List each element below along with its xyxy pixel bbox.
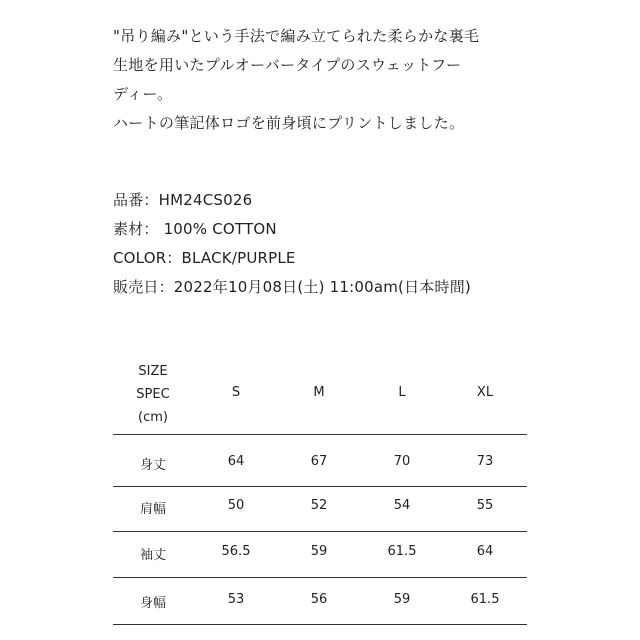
table-divider	[113, 624, 527, 625]
table-cell: 67	[310, 454, 328, 469]
row-label: 身幅	[139, 596, 166, 611]
table-cell: 61.5	[470, 592, 500, 607]
table-cell: 59	[310, 544, 328, 559]
spec-material: 素材： 100% COTTON	[113, 220, 277, 238]
table-row	[113, 544, 527, 564]
table-row	[113, 498, 527, 518]
product-specs	[113, 186, 471, 302]
table-row	[113, 454, 527, 474]
row-label: 袖丈	[139, 548, 166, 563]
description-line: ディー。	[113, 85, 173, 103]
table-cell: 55	[476, 498, 494, 513]
table-cell: 70	[393, 454, 411, 469]
size-header-l: L	[398, 385, 406, 400]
table-cell: 59	[393, 592, 411, 607]
table-cell: 53	[227, 592, 245, 607]
table-cell: 56	[310, 592, 328, 607]
table-cell: 56.5	[221, 544, 251, 559]
product-description	[113, 22, 633, 138]
size-header-xl: XL	[476, 385, 494, 400]
size-header-s: S	[231, 385, 241, 400]
spec-release-date: 販売日：2022年10月08日(土) 11:00am(日本時間)	[113, 278, 471, 296]
table-row	[113, 592, 527, 612]
size-header-m: M	[313, 385, 325, 400]
spec-color: COLOR：BLACK/PURPLE	[113, 249, 296, 267]
table-divider	[113, 531, 527, 532]
description-line: ハートの筆記体ロゴを前身頃にプリントしました。	[113, 114, 465, 132]
table-cell: 50	[227, 498, 245, 513]
spec-product-number: 品番：HM24CS026	[113, 191, 253, 209]
table-cell: 64	[476, 544, 494, 559]
table-cell: 64	[227, 454, 245, 469]
table-cell: 73	[476, 454, 494, 469]
description-line: "吊り編み"という手法で編み立てられた柔らかな裏毛	[113, 27, 480, 45]
size-table	[113, 356, 527, 611]
table-cell: 61.5	[387, 544, 417, 559]
table-divider	[113, 486, 527, 487]
table-divider	[113, 434, 527, 435]
size-spec-label: SIZE SPEC (cm)	[136, 364, 170, 425]
table-cell: 54	[393, 498, 411, 513]
row-label: 肩幅	[139, 502, 166, 517]
table-divider	[113, 577, 527, 578]
row-label: 身丈	[139, 458, 166, 473]
description-line: 生地を用いたプルオーバータイプのスウェットフー	[113, 56, 462, 74]
size-table-header	[113, 356, 527, 434]
table-cell: 52	[310, 498, 328, 513]
